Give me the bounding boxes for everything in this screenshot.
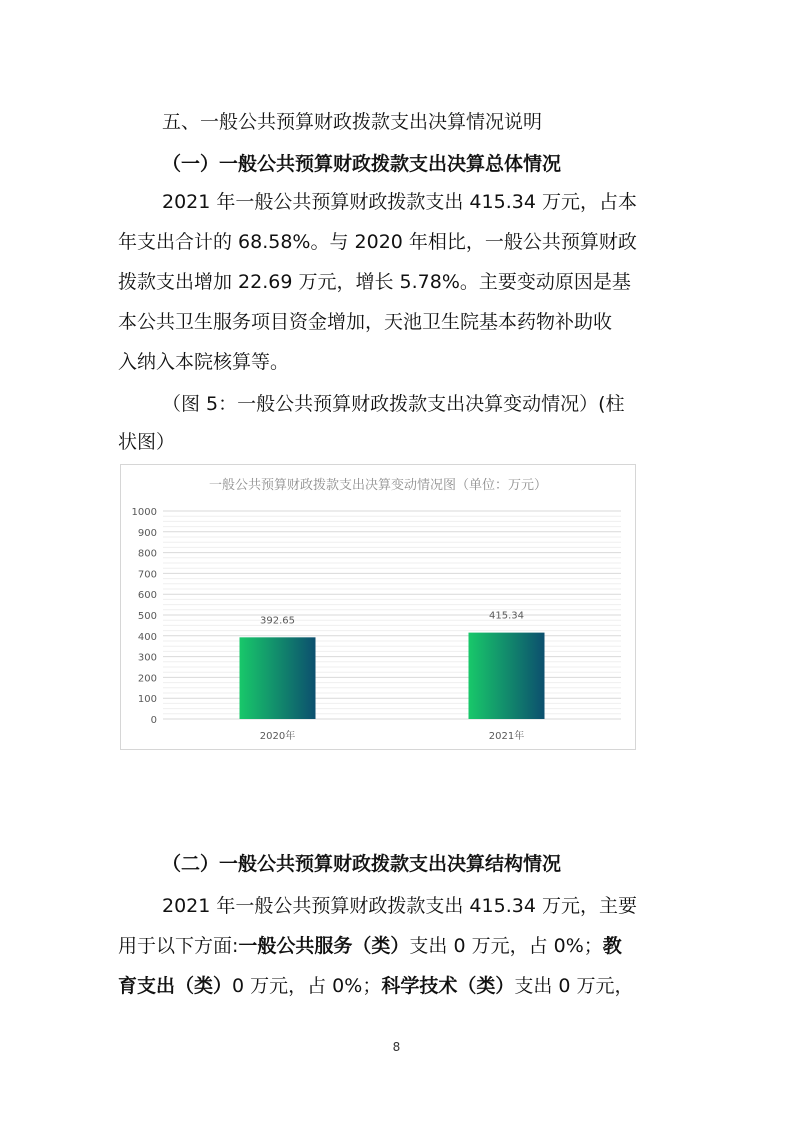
y-tick-label: 600	[137, 590, 157, 602]
y-tick-label: 0	[150, 715, 157, 726]
y-tick-label: 100	[137, 694, 157, 706]
y-tick-label: 800	[137, 548, 157, 560]
chart-title: 一般公共预算财政拨款支出决算变动情况图（单位：万元）	[208, 478, 548, 493]
bar-chart	[120, 464, 636, 750]
paragraph-line-rich	[118, 974, 634, 998]
text-segment: 支出 0 万元，	[514, 975, 634, 997]
figure-caption: （图 5：一般公共预算财政拨款支出决算变动情况）(柱	[162, 393, 625, 415]
paragraph-line: 2021 年一般公共预算财政拨款支出 415.34 万元，占本	[162, 191, 637, 213]
bold-term: 教	[602, 935, 622, 957]
bold-term: 科学技术（类）	[381, 975, 515, 997]
paragraph-line: 本公共卫生服务项目资金增加，天池卫生院基本药物补助收	[118, 311, 613, 333]
text-segment: 支出 0 万元，占 0%；	[409, 935, 603, 957]
y-tick-label: 500	[137, 611, 157, 622]
y-tick-label: 200	[137, 673, 157, 685]
bar-chart-svg	[121, 465, 635, 749]
x-tick-label: 2021年	[488, 731, 525, 742]
text-segment: 0 万元，占 0%；	[232, 975, 382, 997]
data-label: 392.65	[260, 615, 295, 627]
bar	[469, 633, 545, 719]
y-tick-label: 300	[137, 652, 157, 664]
y-tick-label: 400	[137, 631, 157, 643]
paragraph-line-rich	[118, 934, 622, 958]
bold-term: 一般公共服务（类）	[238, 935, 410, 957]
y-tick-label: 700	[137, 569, 157, 581]
subsection-heading-2: （二）一般公共预算财政拨款支出决算结构情况	[162, 853, 562, 875]
section-heading: 五、一般公共预算财政拨款支出决算情况说明	[162, 111, 543, 133]
bold-term: 育支出（类）	[118, 975, 233, 997]
paragraph-line: 拨款支出增加 22.69 万元，增长 5.78%。主要变动原因是基	[118, 271, 631, 293]
figure-caption: 状图）	[118, 431, 176, 453]
data-label: 415.34	[489, 610, 524, 622]
paragraph-line: 入纳入本院核算等。	[118, 351, 290, 373]
text-segment: 用于以下方面:	[118, 935, 239, 957]
y-tick-label: 1000	[131, 507, 157, 518]
x-tick-label: 2020年	[259, 731, 296, 742]
y-tick-label: 900	[137, 527, 157, 539]
bar	[240, 637, 316, 719]
paragraph-line: 2021 年一般公共预算财政拨款支出 415.34 万元，主要	[162, 895, 637, 917]
subsection-heading-1: （一）一般公共预算财政拨款支出决算总体情况	[162, 153, 562, 175]
page-number: 8	[392, 1040, 401, 1054]
paragraph-line: 年支出合计的 68.58%。与 2020 年相比，一般公共预算财政	[118, 231, 637, 253]
